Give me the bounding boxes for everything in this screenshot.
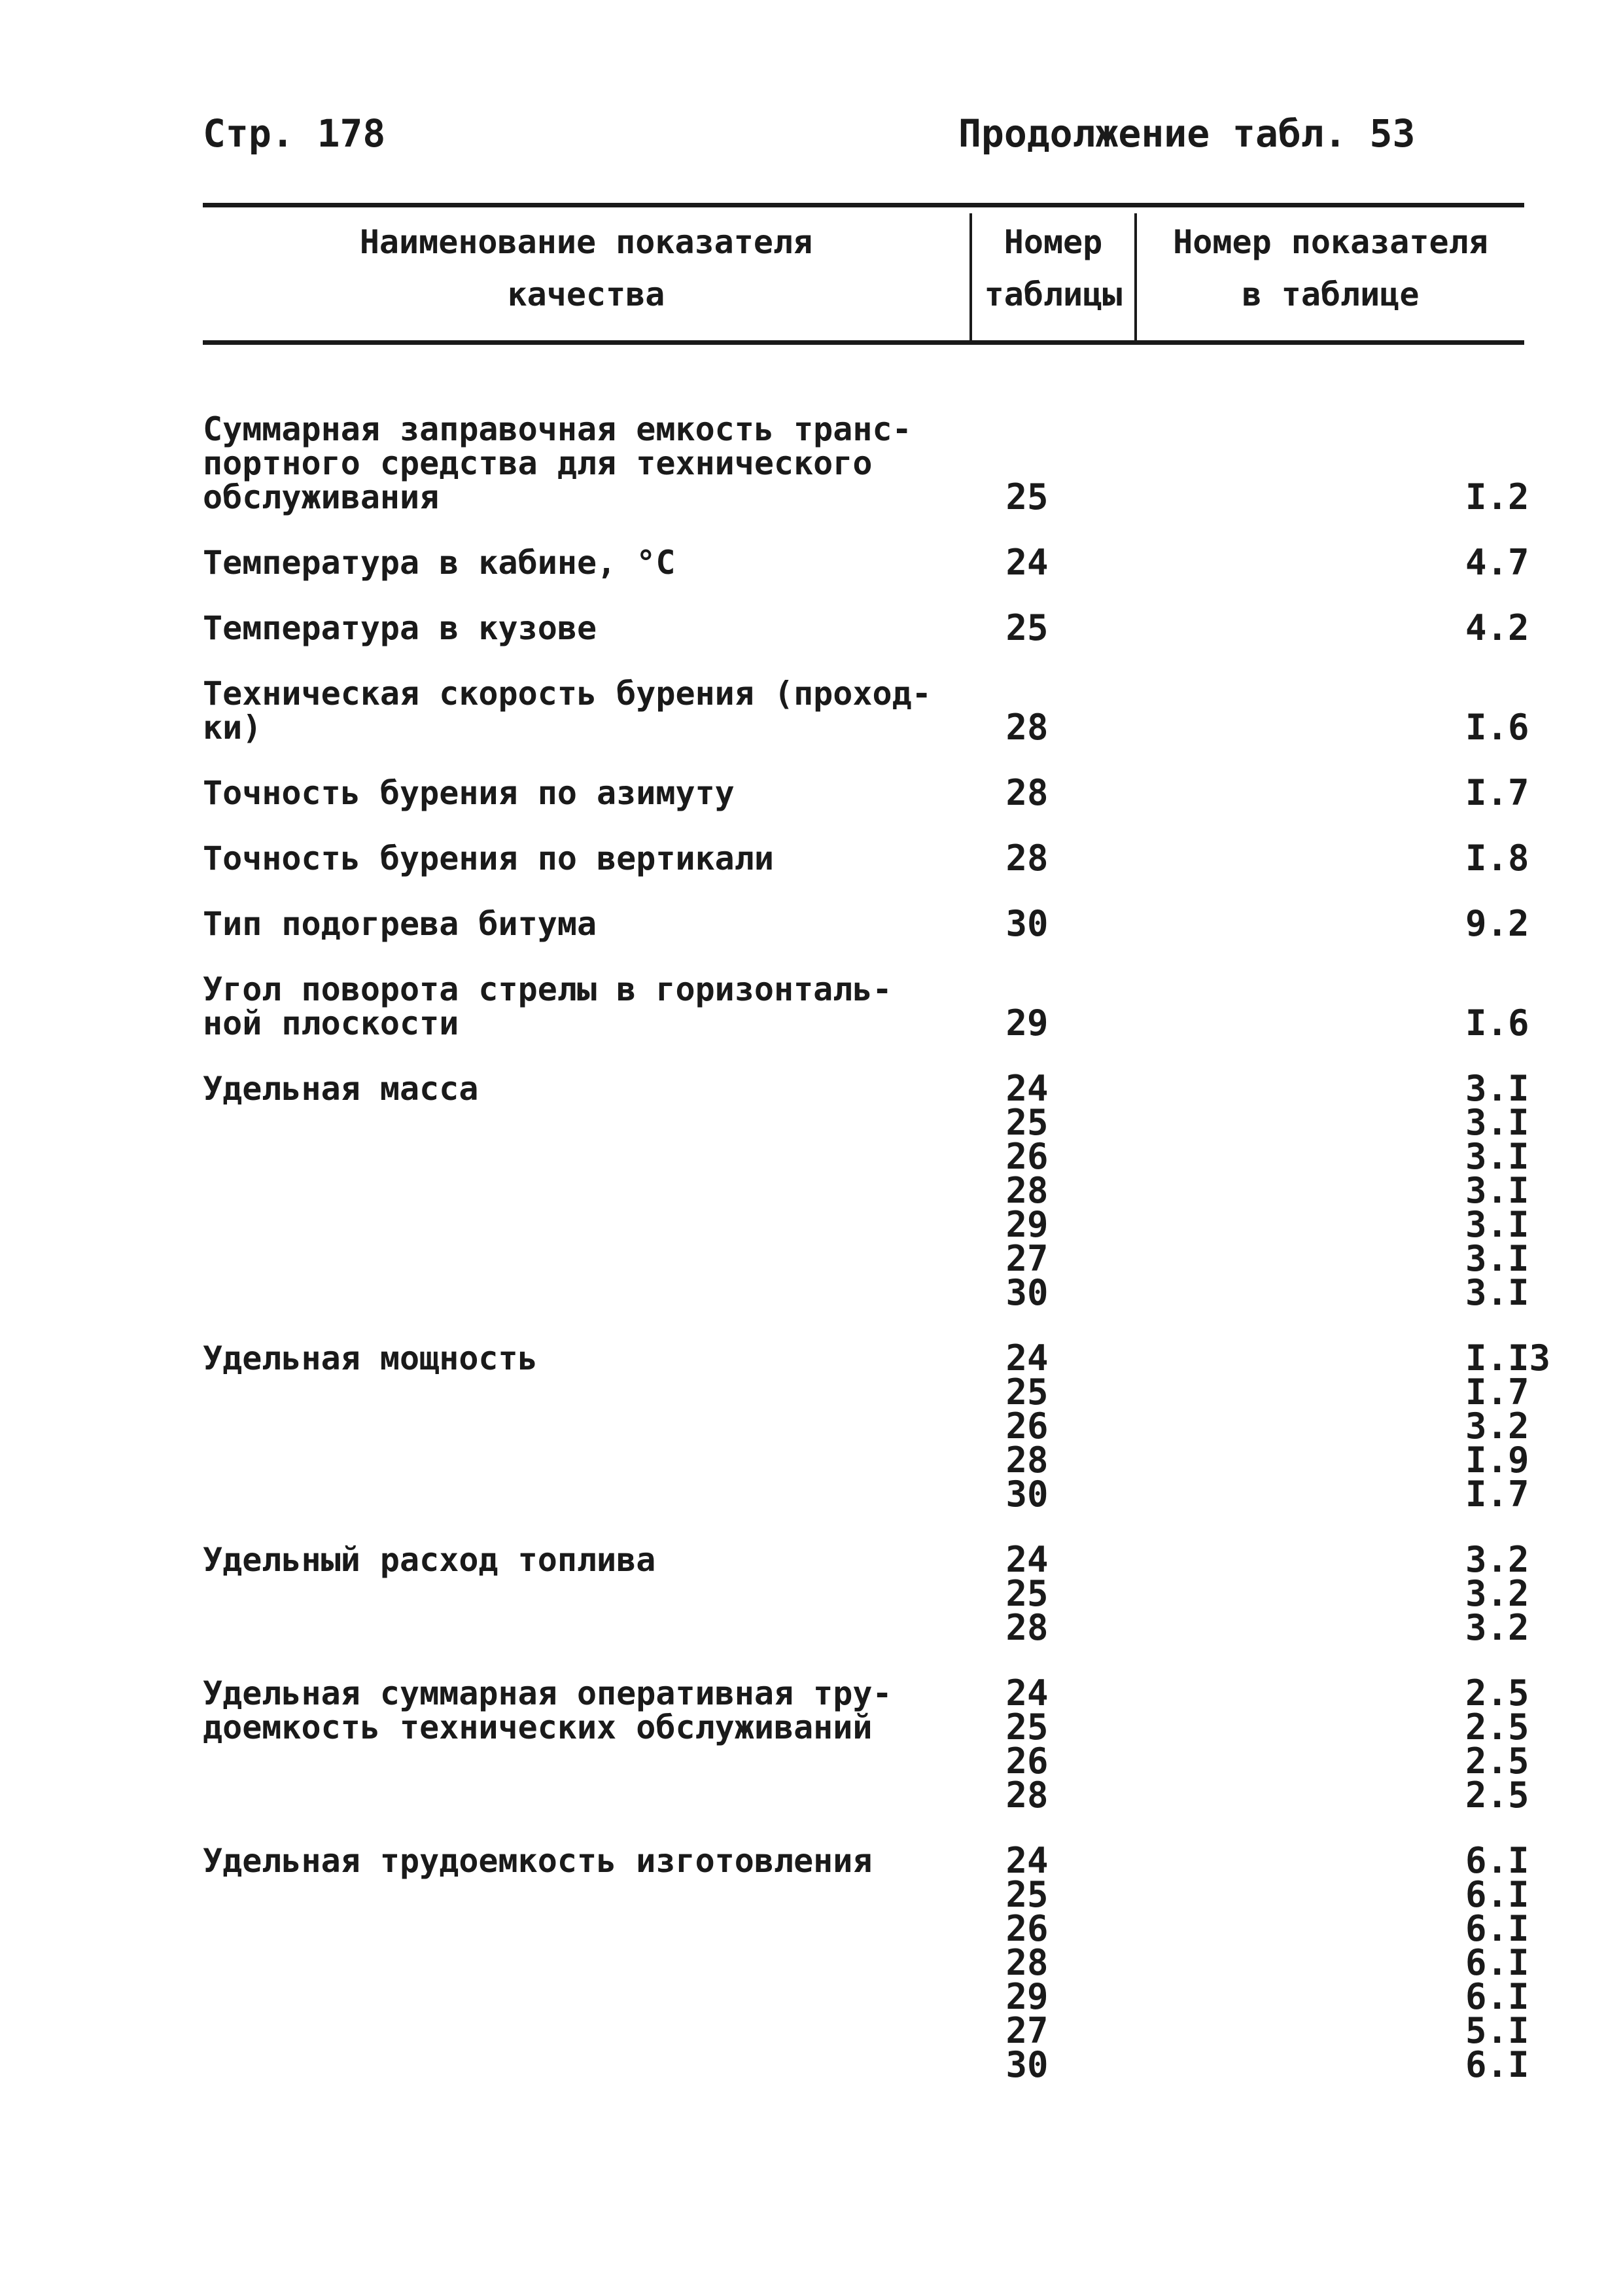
table-row — [203, 838, 1529, 879]
indicator-number: 6.I — [1465, 1976, 1529, 2017]
indicator-number: 3.I — [1465, 1102, 1529, 1143]
table-number: 26 — [1005, 1136, 1049, 1177]
header-bottom-rule — [203, 340, 1524, 345]
table-number: 30 — [1005, 2044, 1049, 2085]
indicator-name: Удельный расход топлива — [203, 1541, 656, 1579]
indicator-number-cell — [1465, 1539, 1596, 1648]
indicator-name: Точность бурения по азимуту — [203, 774, 735, 812]
table-body — [203, 410, 1551, 2113]
row-numbers — [962, 1539, 1529, 1648]
indicator-name: Суммарная заправочная емкость транс- портного средства для технического обслуживания — [203, 410, 912, 516]
table-number: 25 — [1005, 1371, 1049, 1413]
column-header-indicator-number — [1137, 216, 1524, 321]
indicator-name: Тип подогрева битума — [203, 905, 597, 943]
indicator-number: 6.I — [1465, 1942, 1529, 1983]
indicator-number: 3.2 — [1465, 1573, 1529, 1614]
table-row — [203, 410, 1529, 518]
indicator-name: Удельная трудоемкость изготовления — [203, 1842, 873, 1880]
table-number: 30 — [1005, 903, 1049, 944]
table-number: 24 — [1005, 1539, 1049, 1580]
indicator-number: 2.5 — [1465, 1672, 1529, 1714]
table-number-cell — [962, 1539, 1092, 1648]
column-header-line: в таблице — [1242, 275, 1420, 313]
table-number-cell — [962, 1840, 1092, 2085]
column-header-line: Наименование показателя — [359, 223, 813, 261]
table-number: 25 — [1005, 607, 1049, 648]
table-number-cell — [962, 1068, 1092, 1313]
indicator-number: 3.2 — [1465, 1539, 1529, 1580]
column-header-line: качества — [507, 275, 665, 313]
row-numbers — [962, 707, 1529, 748]
indicator-number: 6.I — [1465, 1874, 1529, 1915]
table-number: 29 — [1005, 1204, 1049, 1245]
table-number: 30 — [1005, 1272, 1049, 1313]
indicator-number-cell — [1465, 1840, 1596, 2085]
table-number: 25 — [1005, 1706, 1049, 1748]
indicator-number: I.7 — [1465, 772, 1529, 813]
table-number: 27 — [1005, 2010, 1049, 2051]
table-number: 24 — [1005, 1840, 1049, 1881]
indicator-number: 3.I — [1465, 1272, 1529, 1313]
indicator-number: I.9 — [1465, 1439, 1529, 1481]
table-number: 28 — [1005, 1439, 1049, 1481]
indicator-number: 4.2 — [1465, 607, 1529, 648]
indicator-number-cell — [1465, 1337, 1596, 1515]
row-numbers — [962, 1840, 1529, 2085]
table-number: 29 — [1005, 1976, 1049, 2017]
indicator-number-cell — [1465, 707, 1596, 748]
indicator-name: Температура в кабине, °С — [203, 544, 676, 582]
row-numbers — [962, 903, 1529, 944]
indicator-number: 2.5 — [1465, 1706, 1529, 1748]
row-numbers — [962, 1068, 1529, 1313]
page-number: Стр. 178 — [203, 111, 386, 156]
table-number-cell — [962, 838, 1092, 879]
header-top-rule — [203, 203, 1524, 207]
indicator-number: 2.5 — [1465, 1775, 1529, 1816]
table-number-cell — [962, 772, 1092, 813]
indicator-number: I.2 — [1465, 476, 1529, 518]
page-header — [0, 0, 1623, 170]
indicator-number: I.6 — [1465, 707, 1529, 748]
row-numbers — [962, 838, 1529, 879]
table-number: 28 — [1005, 707, 1049, 748]
table-row — [203, 772, 1529, 813]
table-row — [203, 1672, 1529, 1816]
indicator-number: 3.I — [1465, 1238, 1529, 1279]
indicator-number-cell — [1465, 772, 1596, 813]
table-row — [203, 675, 1529, 748]
column-header-line: Номер показателя — [1173, 223, 1488, 261]
indicator-number: 3.2 — [1465, 1607, 1529, 1648]
indicator-number: I.I3 — [1465, 1337, 1551, 1379]
indicator-number: 4.7 — [1465, 542, 1529, 583]
table-number: 27 — [1005, 1238, 1049, 1279]
table-number: 26 — [1005, 1908, 1049, 1949]
indicator-number: 6.I — [1465, 1840, 1529, 1881]
row-numbers — [962, 607, 1529, 648]
indicator-name: Техническая скорость бурения (проход- ки) — [203, 675, 932, 747]
indicator-name: Температура в кузове — [203, 609, 597, 647]
row-numbers — [962, 542, 1529, 583]
table-number-cell — [962, 542, 1092, 583]
table-number: 25 — [1005, 476, 1049, 518]
indicator-number-cell — [1465, 476, 1596, 518]
indicator-number: 6.I — [1465, 2044, 1529, 2085]
table-number-cell — [962, 1337, 1092, 1515]
table-row — [203, 542, 1529, 583]
row-numbers — [962, 1672, 1529, 1816]
indicator-number-cell — [1465, 1672, 1596, 1816]
indicator-number-cell — [1465, 903, 1596, 944]
indicator-number: I.7 — [1465, 1474, 1529, 1515]
indicator-name: Точность бурения по вертикали — [203, 839, 774, 877]
indicator-number: 3.I — [1465, 1170, 1529, 1211]
indicator-number: 5.I — [1465, 2010, 1529, 2051]
indicator-number: 9.2 — [1465, 903, 1529, 944]
indicator-number: 6.I — [1465, 1908, 1529, 1949]
table-row — [203, 607, 1529, 648]
table-number: 28 — [1005, 1775, 1049, 1816]
table-number: 28 — [1005, 772, 1049, 813]
table-number: 25 — [1005, 1874, 1049, 1915]
table-number: 26 — [1005, 1740, 1049, 1782]
table-row — [203, 1068, 1529, 1313]
table-number: 24 — [1005, 542, 1049, 583]
indicator-number: 2.5 — [1465, 1740, 1529, 1782]
column-header-line: таблицы — [984, 275, 1123, 313]
indicator-number: 3.2 — [1465, 1405, 1529, 1447]
table-number-cell — [962, 1002, 1092, 1044]
table-number: 25 — [1005, 1573, 1049, 1614]
indicator-number: 3.I — [1465, 1136, 1529, 1177]
row-numbers — [962, 772, 1529, 813]
table-header — [203, 203, 1524, 352]
indicator-number-cell — [1465, 542, 1596, 583]
indicator-number-cell — [1465, 1068, 1596, 1313]
table-number: 25 — [1005, 1102, 1049, 1143]
table-number: 30 — [1005, 1474, 1049, 1515]
table-number: 28 — [1005, 1607, 1049, 1648]
indicator-name: Удельная суммарная оперативная тру- доемкость технических обслуживаний — [203, 1674, 892, 1746]
indicator-name: Угол поворота стрелы в горизонталь- ной плоскости — [203, 970, 892, 1042]
indicator-name: Удельная масса — [203, 1070, 479, 1108]
table-number-cell — [962, 1672, 1092, 1816]
table-number: 28 — [1005, 1170, 1049, 1211]
table-row — [203, 1840, 1529, 2085]
table-number-cell — [962, 707, 1092, 748]
table-number: 24 — [1005, 1068, 1049, 1109]
table-number: 24 — [1005, 1337, 1049, 1379]
table-continuation-label: Продолжение табл. 53 — [958, 111, 1416, 156]
indicator-number: 3.I — [1465, 1204, 1529, 1245]
table-row — [203, 1337, 1551, 1515]
column-header-line: Номер — [1003, 223, 1103, 261]
table-number: 29 — [1005, 1002, 1049, 1044]
indicator-number: I.8 — [1465, 838, 1529, 879]
indicator-number-cell — [1465, 607, 1596, 648]
table-number-cell — [962, 607, 1092, 648]
indicator-name: Удельная мощность — [203, 1339, 538, 1377]
table-number-cell — [962, 476, 1092, 518]
table-number: 24 — [1005, 1672, 1049, 1714]
column-header-indicator-name — [203, 216, 969, 321]
table-number: 28 — [1005, 1942, 1049, 1983]
row-numbers — [962, 476, 1529, 518]
indicator-number: I.7 — [1465, 1371, 1529, 1413]
indicator-number: I.6 — [1465, 1002, 1529, 1044]
row-numbers — [962, 1337, 1551, 1515]
table-number-cell — [962, 903, 1092, 944]
table-row — [203, 970, 1529, 1044]
table-row — [203, 1539, 1529, 1648]
indicator-number-cell — [1465, 1002, 1596, 1044]
indicator-number: 3.I — [1465, 1068, 1529, 1109]
column-header-table-number — [972, 216, 1134, 321]
table-number: 28 — [1005, 838, 1049, 879]
indicator-number-cell — [1465, 838, 1596, 879]
row-numbers — [962, 1002, 1529, 1044]
table-row — [203, 903, 1529, 944]
table-number: 26 — [1005, 1405, 1049, 1447]
